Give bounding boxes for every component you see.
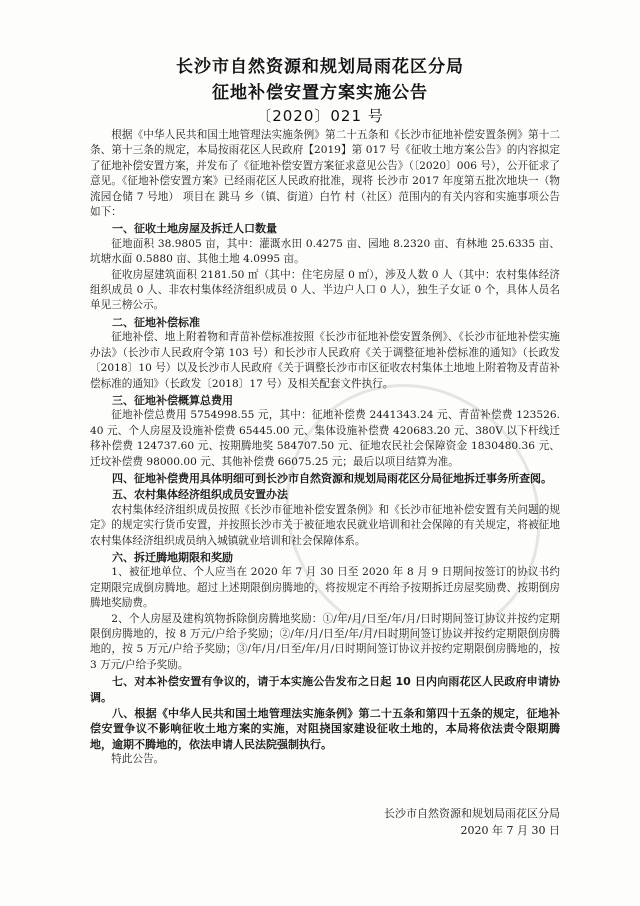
section-3-heading: 三、征地补偿概算总费用 (112, 393, 233, 407)
section-2-heading: 二、征地补偿标准 (112, 315, 200, 329)
section-4-heading: 四、征地补偿费用具体明细可到长沙市自然资源和规划局雨花区分局征地拆迁事务所查阅。 (112, 471, 552, 485)
section-3-paragraph-1: 征地补偿总费用 5754998.55 元，其中：征地补偿费 2441343.24 元、青苗补偿费 123526.40 元、个人房屋及设施补偿费 65445.00 元、集体设施补偿费 420683.20 元、380V 以下杆线迁移补偿费 124737.60 元、按期腾地奖 584707.50 元、征地农民社会保障资金 1830480.36 元、迁坟补偿费 98000.00 元、其他补偿费 66075.25 元；最后以项目结算为准。 (90, 409, 560, 468)
section-1-paragraph-2: 征收房屋建筑面积 2181.50 ㎡（其中：住宅房屋 0 ㎡），涉及人数 0 人（其中：农村集体经济组织成员 0 人、非农村集体经济组织成员 0 人、半边户人口 0 人），独生子女证 0 个，具体人员名单见三榜公示。 (90, 268, 560, 312)
section-6-paragraph-1: 1、被征地单位、个人应当在 2020 年 7 月 30 日至 2020 年 8 月 9 日期间按签订的协议书约定期限完成倒房腾地。超过上述期限倒房腾地的，将按规定不再给予按期拆迁房屋奖励费、按期倒房腾地奖励费。 (90, 566, 560, 610)
intro-paragraph: 根据《中华人民共和国土地管理法实施条例》第二十五条和《长沙市征地补偿安置条例》第十二条、第十三条的规定，本局按雨花区人民政府【2019】第 017 号《征收土地方案公告》的内容拟定了征地补偿安置方案，并发布了《征地补偿安置方案征求意见公告》（〔2020〕006 号），公开征求了意见。《征地补偿安置方案》已经雨花区人民政府批准，现将 长沙市 2017 年度第五批次地块一（物流园仓储 7 号地） 项目在 跳马 乡（镇、街道）白竹 村（社区）范围内的有关内容和实施事项公告如下： (90, 129, 560, 219)
section-5-paragraph-1: 农村集体经济组织成员按照《长沙市征地补偿安置条例》和《长沙市征地补偿安置有关问题的规定》的规定实行货币安置，并按照长沙市关于被征地农民就业培训和社会保障的有关规定，将被征地农村集体经济组织成员纳入城镇就业培训和社会保障体系。 (90, 503, 560, 547)
title-line-2: 征地补偿安置方案实施公告 (212, 83, 428, 103)
section-6-paragraph-2: 2、个人房屋及建构筑物拆除倒房腾地奖励：①/年/月/日至/年/月/日时期间签订协议并按约定期限倒房腾地的，按 8 万元/户给予奖励；②/年/月/日至/年/月/日时期间签订协议并按约定期限倒房腾地的，按 5 万元/户给予奖励；③/年/月/日至/年/月/日时期间签订协议并按约定期限倒房腾地的，按 3 万元/户给予奖励。 (90, 612, 560, 671)
section-8-heading: 八、根据《中华人民共和国土地管理法实施条例》第二十五条和第四十五条的规定，征地补偿安置争议不影响征收土地方案的实施，对阻挠国家建设征收土地的，本局将依法责令限期腾地，逾期不腾地的，依法申请人民法院强制执行。 (90, 707, 560, 751)
closing-text: 特此公告。 (111, 753, 165, 766)
section-1-paragraph-1: 征地面积 38.9805 亩，其中：灌溉水田 0.4275 亩、园地 8.2320 亩、有林地 25.6335 亩、坑塘水面 0.5880 亩、其他土地 4.0995 亩。 (90, 237, 560, 266)
announcement-body (90, 128, 560, 768)
section-6-heading: 六、拆迁腾地期限和奖励 (112, 550, 233, 564)
title-line-1: 长沙市自然资源和规划局雨花区分局 (176, 57, 464, 77)
signature-date: 2020 年 7 月 30 日 (460, 824, 560, 837)
section-1-heading: 一、征收土地房屋及拆迁人口数量 (112, 222, 277, 236)
section-2-paragraph-1: 征地补偿、地上附着物和青苗补偿标准按照《长沙市征地补偿安置条例》、《长沙市征地补偿实施办法》（长沙市人民政府令第 103 号）和长沙市人民政府《关于调整征地补偿标准的通知》（长政发〔2018〕10 号）以及长沙市人民政府《关于调整长沙市市区征收农村集体土地地上附着物及青苗补偿标准的通知》（长政发〔2018〕17 号）及相关配套文件执行。 (90, 331, 560, 390)
section-7-heading: 七、对本补偿安置有争议的，请于本实施公告发布之日起 10 日内向雨花区人民政府申请协调。 (90, 675, 560, 704)
document-number: 〔2020〕021 号 (256, 107, 384, 125)
signature-org: 长沙市自然资源和规划局雨花区分局 (384, 807, 560, 820)
section-5-heading: 五、农村集体经济组织成员安置办法 (112, 488, 288, 502)
